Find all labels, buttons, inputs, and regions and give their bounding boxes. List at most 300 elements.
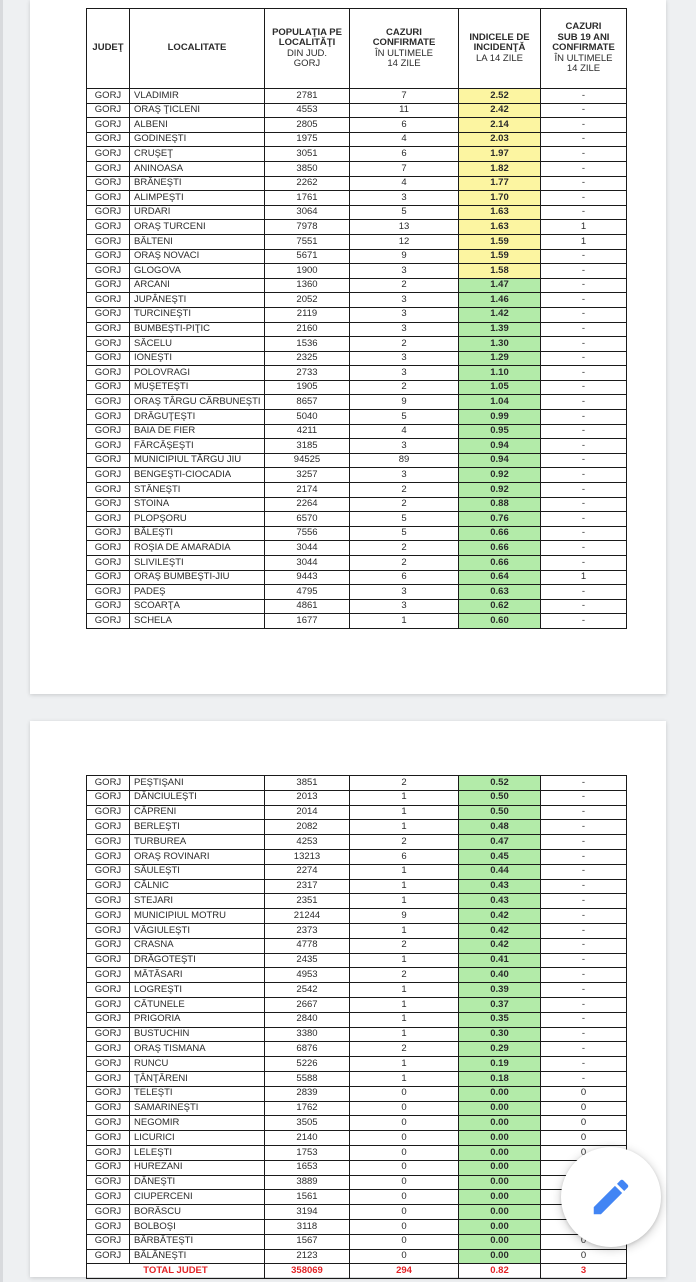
cell-judet: GORJ <box>87 894 130 909</box>
header-line: ÎN ULTIMELE <box>554 52 613 64</box>
table-row <box>87 322 627 337</box>
header-label: JUDEŢ <box>92 42 124 54</box>
cell-indice-incidenta: 0.00 <box>459 1086 541 1101</box>
cell-indice-incidenta: 1.39 <box>459 322 541 337</box>
table-row <box>87 249 627 264</box>
document-page-1[interactable] <box>30 0 666 694</box>
header-line: INCIDENŢĂ <box>473 42 526 54</box>
cell-populatie: 2123 <box>265 1249 350 1264</box>
cell-indice-incidenta: 0.50 <box>459 805 541 820</box>
cell-localitate: BUMBEŞTI-PIŢIC <box>130 322 265 337</box>
total-indice: 0.82 <box>459 1264 541 1279</box>
table-row <box>87 879 627 894</box>
cell-cazuri-confirmate: 0 <box>350 1131 459 1146</box>
cell-cazuri-confirmate: 3 <box>350 468 459 483</box>
cell-cazuri-sub19: 1 <box>541 220 627 235</box>
cell-cazuri-sub19: - <box>541 293 627 308</box>
cell-cazuri-confirmate: 0 <box>350 1249 459 1264</box>
cell-localitate: DRĂGOTEŞTI <box>130 953 265 968</box>
cell-localitate: DRĂGUŢEŞTI <box>130 410 265 425</box>
cell-cazuri-sub19: - <box>541 395 627 410</box>
cell-populatie: 7551 <box>265 234 350 249</box>
cell-judet: GORJ <box>87 322 130 337</box>
cell-indice-incidenta: 0.18 <box>459 1071 541 1086</box>
table-row <box>87 1116 627 1131</box>
cell-cazuri-confirmate: 3 <box>350 599 459 614</box>
cell-judet: GORJ <box>87 118 130 133</box>
cell-judet: GORJ <box>87 380 130 395</box>
cell-indice-incidenta: 0.48 <box>459 820 541 835</box>
cell-cazuri-sub19: - <box>541 380 627 395</box>
cell-cazuri-sub19: - <box>541 805 627 820</box>
cell-indice-incidenta: 0.92 <box>459 483 541 498</box>
cell-cazuri-confirmate: 0 <box>350 1175 459 1190</box>
cell-cazuri-sub19: - <box>541 614 627 629</box>
table-row <box>87 497 627 512</box>
cell-localitate: ROŞIA DE AMARADIA <box>130 541 265 556</box>
cell-populatie: 1360 <box>265 278 350 293</box>
table-row <box>87 176 627 191</box>
cell-populatie: 1653 <box>265 1160 350 1175</box>
cell-cazuri-sub19: - <box>541 307 627 322</box>
cell-indice-incidenta: 0.00 <box>459 1145 541 1160</box>
cell-indice-incidenta: 0.66 <box>459 556 541 571</box>
cell-populatie: 3044 <box>265 556 350 571</box>
table-row <box>87 103 627 118</box>
cell-indice-incidenta: 0.66 <box>459 526 541 541</box>
cell-indice-incidenta: 0.19 <box>459 1057 541 1072</box>
cell-indice-incidenta: 0.00 <box>459 1160 541 1175</box>
cell-indice-incidenta: 1.30 <box>459 337 541 352</box>
table-row <box>87 953 627 968</box>
cell-populatie: 1762 <box>265 1101 350 1116</box>
header-line: GORJ <box>293 57 321 69</box>
cell-cazuri-sub19: - <box>541 923 627 938</box>
cell-localitate: BRĂNEŞTI <box>130 176 265 191</box>
table-row <box>87 790 627 805</box>
cell-localitate: BĂLĂNEŞTI <box>130 1249 265 1264</box>
cell-judet: GORJ <box>87 103 130 118</box>
cell-indice-incidenta: 1.59 <box>459 249 541 264</box>
cell-localitate: ALIMPEŞTI <box>130 191 265 206</box>
cell-populatie: 9443 <box>265 570 350 585</box>
cell-judet: GORJ <box>87 424 130 439</box>
cell-judet: GORJ <box>87 176 130 191</box>
cell-indice-incidenta: 0.43 <box>459 894 541 909</box>
cell-cazuri-sub19: - <box>541 439 627 454</box>
total-row <box>87 1264 627 1279</box>
cell-cazuri-confirmate: 3 <box>350 293 459 308</box>
cell-populatie: 3851 <box>265 776 350 791</box>
cell-judet: GORJ <box>87 805 130 820</box>
cell-cazuri-confirmate: 4 <box>350 132 459 147</box>
cell-judet: GORJ <box>87 820 130 835</box>
screen-left-edge <box>0 0 3 1282</box>
cell-localitate: BĂLEŞTI <box>130 526 265 541</box>
cell-cazuri-confirmate: 9 <box>350 249 459 264</box>
table-row <box>87 191 627 206</box>
table-row <box>87 1086 627 1101</box>
cell-localitate: MUNICIPIUL TÂRGU JIU <box>130 453 265 468</box>
cell-judet: GORJ <box>87 938 130 953</box>
cell-cazuri-sub19: - <box>541 820 627 835</box>
cell-judet: GORJ <box>87 1234 130 1249</box>
table-row <box>87 307 627 322</box>
table-row <box>87 1012 627 1027</box>
cell-populatie: 2373 <box>265 923 350 938</box>
cell-populatie: 3380 <box>265 1027 350 1042</box>
cell-populatie: 4861 <box>265 599 350 614</box>
cell-localitate: VĂGIULEŞTI <box>130 923 265 938</box>
cell-populatie: 6570 <box>265 512 350 527</box>
cell-indice-incidenta: 2.42 <box>459 103 541 118</box>
table-row <box>87 864 627 879</box>
cell-judet: GORJ <box>87 1116 130 1131</box>
cell-cazuri-confirmate: 2 <box>350 835 459 850</box>
cell-cazuri-sub19: - <box>541 1027 627 1042</box>
cell-populatie: 1536 <box>265 337 350 352</box>
table-row <box>87 483 627 498</box>
cell-localitate: CĂPRENI <box>130 805 265 820</box>
cell-cazuri-sub19: - <box>541 541 627 556</box>
cell-populatie: 2274 <box>265 864 350 879</box>
cell-populatie: 3850 <box>265 161 350 176</box>
total-populatie: 358069 <box>265 1264 350 1279</box>
cell-cazuri-confirmate: 6 <box>350 118 459 133</box>
table-row <box>87 1057 627 1072</box>
cell-localitate: BAIA DE FIER <box>130 424 265 439</box>
table-row <box>87 599 627 614</box>
cell-judet: GORJ <box>87 526 130 541</box>
cell-localitate: RUNCU <box>130 1057 265 1072</box>
table-row <box>87 909 627 924</box>
cell-indice-incidenta: 1.29 <box>459 351 541 366</box>
cell-populatie: 2160 <box>265 322 350 337</box>
cell-indice-incidenta: 1.47 <box>459 278 541 293</box>
cell-cazuri-sub19: - <box>541 205 627 220</box>
cell-cazuri-confirmate: 1 <box>350 879 459 894</box>
cell-indice-incidenta: 1.63 <box>459 205 541 220</box>
table-row <box>87 234 627 249</box>
incidence-table-page-2 <box>86 775 627 1279</box>
cell-cazuri-confirmate: 4 <box>350 176 459 191</box>
cell-indice-incidenta: 1.97 <box>459 147 541 162</box>
cell-judet: GORJ <box>87 1131 130 1146</box>
table-row <box>87 89 627 104</box>
cell-judet: GORJ <box>87 249 130 264</box>
cell-cazuri-sub19: - <box>541 103 627 118</box>
cell-cazuri-sub19: - <box>541 483 627 498</box>
cell-localitate: CRUŞEŢ <box>130 147 265 162</box>
cell-indice-incidenta: 0.63 <box>459 585 541 600</box>
cell-indice-incidenta: 0.42 <box>459 909 541 924</box>
cell-judet: GORJ <box>87 205 130 220</box>
cell-populatie: 1567 <box>265 1234 350 1249</box>
cell-cazuri-sub19: - <box>541 176 627 191</box>
table-row <box>87 556 627 571</box>
table-row <box>87 1071 627 1086</box>
cell-indice-incidenta: 0.94 <box>459 453 541 468</box>
header-line: INDICELE DE <box>469 31 530 43</box>
cell-cazuri-sub19: - <box>541 322 627 337</box>
cell-localitate: PADEŞ <box>130 585 265 600</box>
cell-populatie: 3194 <box>265 1205 350 1220</box>
cell-judet: GORJ <box>87 497 130 512</box>
cell-populatie: 2542 <box>265 983 350 998</box>
cell-cazuri-sub19: - <box>541 938 627 953</box>
cell-indice-incidenta: 0.42 <box>459 938 541 953</box>
cell-localitate: DĂNCIULEŞTI <box>130 790 265 805</box>
cell-populatie: 2052 <box>265 293 350 308</box>
cell-judet: GORJ <box>87 293 130 308</box>
header-line: CONFIRMATE <box>372 37 436 49</box>
cell-cazuri-confirmate: 3 <box>350 366 459 381</box>
table-row <box>87 512 627 527</box>
table-row <box>87 147 627 162</box>
cell-cazuri-confirmate: 1 <box>350 1057 459 1072</box>
cell-localitate: TELEŞTI <box>130 1086 265 1101</box>
cell-judet: GORJ <box>87 395 130 410</box>
cell-judet: GORJ <box>87 278 130 293</box>
header-line: CAZURI <box>386 26 422 38</box>
cell-judet: GORJ <box>87 983 130 998</box>
cell-localitate: ŢÂNŢĂRENI <box>130 1071 265 1086</box>
cell-cazuri-confirmate: 0 <box>350 1205 459 1220</box>
cell-judet: GORJ <box>87 351 130 366</box>
cell-cazuri-sub19: - <box>541 191 627 206</box>
cell-indice-incidenta: 1.04 <box>459 395 541 410</box>
cell-judet: GORJ <box>87 161 130 176</box>
cell-judet: GORJ <box>87 1027 130 1042</box>
total-cazuri: 294 <box>350 1264 459 1279</box>
cell-judet: GORJ <box>87 1145 130 1160</box>
cell-localitate: IONEŞTI <box>130 351 265 366</box>
cell-cazuri-confirmate: 9 <box>350 395 459 410</box>
cell-localitate: LOGREŞTI <box>130 983 265 998</box>
cell-judet: GORJ <box>87 953 130 968</box>
header-line: LOCALITĂŢI <box>278 37 336 49</box>
header-label: LOCALITATE <box>167 42 227 54</box>
cell-cazuri-sub19: - <box>541 132 627 147</box>
cell-localitate: ORAŞ TURCENI <box>130 220 265 235</box>
cell-cazuri-confirmate: 1 <box>350 923 459 938</box>
cell-localitate: GLOGOVA <box>130 264 265 279</box>
cell-cazuri-sub19: - <box>541 1012 627 1027</box>
cell-localitate: FĂRCĂŞEŞTI <box>130 439 265 454</box>
cell-populatie: 2435 <box>265 953 350 968</box>
cell-indice-incidenta: 0.52 <box>459 776 541 791</box>
table-row <box>87 1234 627 1249</box>
table-row <box>87 1205 627 1220</box>
cell-cazuri-confirmate: 12 <box>350 234 459 249</box>
table-row <box>87 1027 627 1042</box>
cell-localitate: BUSTUCHIN <box>130 1027 265 1042</box>
cell-judet: GORJ <box>87 864 130 879</box>
table-row <box>87 410 627 425</box>
col-header-indice-incidenta <box>459 9 541 89</box>
cell-localitate: BORĂSCU <box>130 1205 265 1220</box>
table-row <box>87 1042 627 1057</box>
cell-populatie: 3051 <box>265 147 350 162</box>
cell-judet: GORJ <box>87 89 130 104</box>
cell-indice-incidenta: 0.00 <box>459 1175 541 1190</box>
cell-cazuri-sub19: - <box>541 351 627 366</box>
table-row <box>87 526 627 541</box>
table-row <box>87 968 627 983</box>
table-row <box>87 835 627 850</box>
table-row <box>87 366 627 381</box>
cell-indice-incidenta: 2.14 <box>459 118 541 133</box>
cell-populatie: 2119 <box>265 307 350 322</box>
cell-cazuri-sub19: - <box>541 953 627 968</box>
cell-judet: GORJ <box>87 410 130 425</box>
table-row <box>87 805 627 820</box>
cell-cazuri-confirmate: 5 <box>350 410 459 425</box>
cell-cazuri-confirmate: 2 <box>350 1042 459 1057</box>
header-line: LA 14 ZILE <box>475 52 523 64</box>
cell-cazuri-confirmate: 5 <box>350 526 459 541</box>
cell-populatie: 94525 <box>265 453 350 468</box>
cell-indice-incidenta: 1.70 <box>459 191 541 206</box>
cell-populatie: 2351 <box>265 894 350 909</box>
cell-cazuri-confirmate: 1 <box>350 997 459 1012</box>
cell-indice-incidenta: 0.40 <box>459 968 541 983</box>
cell-judet: GORJ <box>87 132 130 147</box>
table-row <box>87 439 627 454</box>
cell-judet: GORJ <box>87 483 130 498</box>
cell-indice-incidenta: 0.39 <box>459 983 541 998</box>
cell-populatie: 4778 <box>265 938 350 953</box>
col-header-judet <box>87 9 130 89</box>
table-row <box>87 337 627 352</box>
cell-indice-incidenta: 0.37 <box>459 997 541 1012</box>
cell-cazuri-confirmate: 1 <box>350 805 459 820</box>
cell-localitate: BERLEŞTI <box>130 820 265 835</box>
cell-indice-incidenta: 0.88 <box>459 497 541 512</box>
cell-cazuri-confirmate: 3 <box>350 191 459 206</box>
table-row <box>87 923 627 938</box>
cell-indice-incidenta: 0.43 <box>459 879 541 894</box>
cell-indice-incidenta: 1.63 <box>459 220 541 235</box>
table-row <box>87 395 627 410</box>
cell-cazuri-sub19: - <box>541 556 627 571</box>
cell-judet: GORJ <box>87 1190 130 1205</box>
cell-indice-incidenta: 0.35 <box>459 1012 541 1027</box>
table-row <box>87 1190 627 1205</box>
table-row <box>87 264 627 279</box>
cell-populatie: 3889 <box>265 1175 350 1190</box>
cell-judet: GORJ <box>87 849 130 864</box>
cell-localitate: TURCINEŞTI <box>130 307 265 322</box>
cell-judet: GORJ <box>87 366 130 381</box>
cell-populatie: 1905 <box>265 380 350 395</box>
cell-judet: GORJ <box>87 909 130 924</box>
cell-cazuri-confirmate: 2 <box>350 968 459 983</box>
header-line: ÎN ULTIMELE <box>375 47 433 59</box>
cell-populatie: 2840 <box>265 1012 350 1027</box>
cell-judet: GORJ <box>87 790 130 805</box>
cell-cazuri-sub19: 0 <box>541 1101 627 1116</box>
cell-cazuri-sub19: 0 <box>541 1131 627 1146</box>
cell-judet: GORJ <box>87 191 130 206</box>
cell-localitate: ORAŞ TISMANA <box>130 1042 265 1057</box>
cell-localitate: PRIGORIA <box>130 1012 265 1027</box>
cell-populatie: 4795 <box>265 585 350 600</box>
cell-judet: GORJ <box>87 468 130 483</box>
header-line: SUB 19 ANI <box>557 31 610 43</box>
cell-localitate: ORAŞ BUMBEŞTI-JIU <box>130 570 265 585</box>
cell-cazuri-confirmate: 2 <box>350 483 459 498</box>
cell-cazuri-sub19: - <box>541 790 627 805</box>
cell-indice-incidenta: 0.00 <box>459 1131 541 1146</box>
cell-cazuri-confirmate: 1 <box>350 614 459 629</box>
cell-populatie: 2667 <box>265 997 350 1012</box>
cell-judet: GORJ <box>87 541 130 556</box>
cell-localitate: MĂTĂSARI <box>130 968 265 983</box>
cell-judet: GORJ <box>87 307 130 322</box>
table-row <box>87 997 627 1012</box>
cell-cazuri-confirmate: 7 <box>350 89 459 104</box>
table-row <box>87 351 627 366</box>
cell-localitate: POLOVRAGI <box>130 366 265 381</box>
cell-localitate: DĂNEŞTI <box>130 1175 265 1190</box>
cell-cazuri-confirmate: 2 <box>350 541 459 556</box>
table-row <box>87 849 627 864</box>
cell-populatie: 3185 <box>265 439 350 454</box>
cell-judet: GORJ <box>87 1071 130 1086</box>
cell-judet: GORJ <box>87 1219 130 1234</box>
cell-cazuri-confirmate: 0 <box>350 1086 459 1101</box>
cell-cazuri-confirmate: 3 <box>350 264 459 279</box>
edit-fab-button[interactable] <box>561 1147 661 1247</box>
cell-localitate: ANINOASA <box>130 161 265 176</box>
cell-indice-incidenta: 0.41 <box>459 953 541 968</box>
cell-populatie: 5588 <box>265 1071 350 1086</box>
cell-cazuri-sub19: - <box>541 497 627 512</box>
cell-localitate: STOINA <box>130 497 265 512</box>
cell-indice-incidenta: 1.77 <box>459 176 541 191</box>
cell-localitate: BĂRBĂTEŞTI <box>130 1234 265 1249</box>
table-row <box>87 585 627 600</box>
cell-cazuri-confirmate: 0 <box>350 1219 459 1234</box>
cell-judet: GORJ <box>87 512 130 527</box>
table-row <box>87 1249 627 1264</box>
cell-indice-incidenta: 1.42 <box>459 307 541 322</box>
cell-populatie: 1975 <box>265 132 350 147</box>
table-row <box>87 220 627 235</box>
cell-localitate: ALBENI <box>130 118 265 133</box>
table-row <box>87 132 627 147</box>
header-row <box>87 9 627 89</box>
cell-cazuri-sub19: - <box>541 1071 627 1086</box>
cell-populatie: 13213 <box>265 849 350 864</box>
cell-judet: GORJ <box>87 220 130 235</box>
cell-localitate: SCOARŢA <box>130 599 265 614</box>
cell-populatie: 2140 <box>265 1131 350 1146</box>
cell-populatie: 3118 <box>265 1219 350 1234</box>
cell-populatie: 1761 <box>265 191 350 206</box>
cell-cazuri-confirmate: 5 <box>350 205 459 220</box>
cell-cazuri-confirmate: 1 <box>350 820 459 835</box>
cell-cazuri-sub19: - <box>541 366 627 381</box>
header-line: POPULAŢIA PE <box>272 26 342 38</box>
cell-populatie: 4253 <box>265 835 350 850</box>
cell-indice-incidenta: 0.64 <box>459 570 541 585</box>
cell-judet: GORJ <box>87 1249 130 1264</box>
cell-localitate: BENGEŞTI-CIOCADIA <box>130 468 265 483</box>
cell-populatie: 1561 <box>265 1190 350 1205</box>
cell-cazuri-confirmate: 1 <box>350 894 459 909</box>
